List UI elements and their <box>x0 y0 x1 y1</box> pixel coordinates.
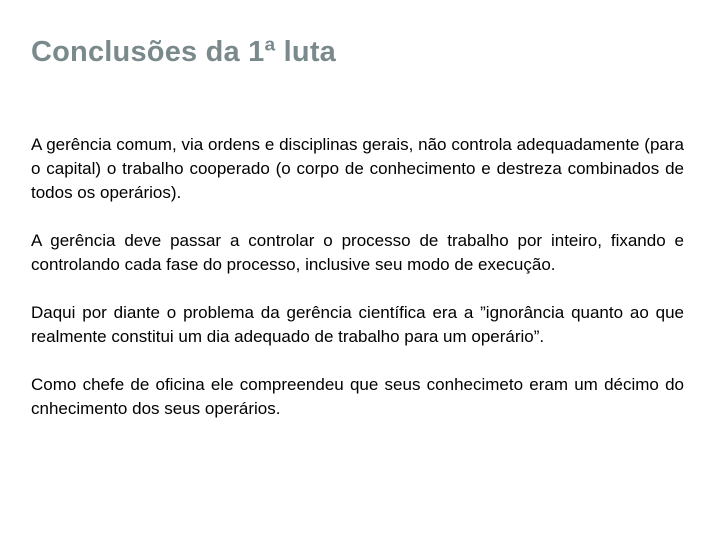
paragraph-1-emphasis: gerência comum <box>46 135 172 154</box>
paragraph-2: A gerência deve passar a controlar o processo de trabalho por inteiro, fixando e controlando cada fase do processo, inclusive seu modo de execução. <box>31 231 684 274</box>
paragraph-3: Daqui por diante o problema da gerência científica era a ”ignorância quanto ao que realmente constitui um dia adequado de trabalho para um operário”. <box>31 303 684 346</box>
paragraph-1-lead: A <box>31 135 42 154</box>
slide-title: Conclusões da 1ª luta <box>31 36 337 68</box>
paragraph-1-rest: , via ordens e disciplinas gerais, não controla adequadamente (para o capital) o trabalho cooperado (o corpo de conhecimento e destreza combinados de todos os operários). <box>31 135 684 202</box>
paragraph-4: Como chefe de oficina ele compreendeu que seus conhecimeto eram um décimo do cnhecimento dos seus operários. <box>31 375 684 418</box>
paragraph-1 <box>31 133 684 205</box>
slide-body <box>31 133 684 445</box>
